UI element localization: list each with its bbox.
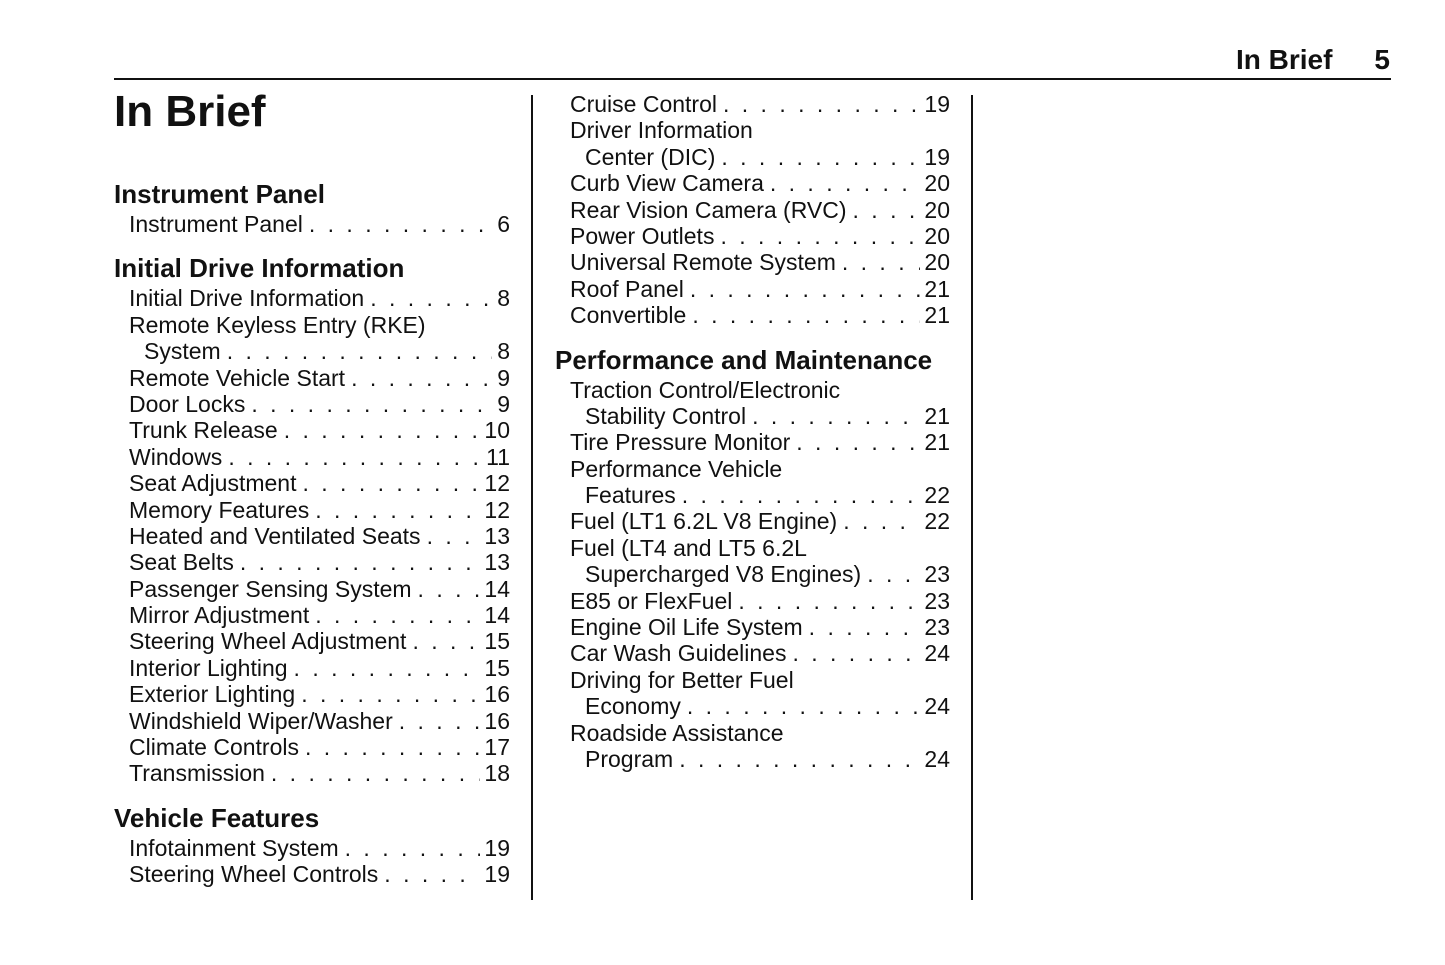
toc-entry[interactable] [555, 429, 950, 455]
toc-entry[interactable] [555, 456, 950, 509]
dot-leader [240, 549, 481, 575]
dot-leader [679, 746, 920, 772]
toc-entry-page: 14 [484, 575, 510, 602]
dot-leader [271, 760, 481, 786]
dot-leader [399, 708, 481, 734]
dot-leader [853, 197, 921, 223]
column-divider-right [971, 95, 973, 900]
toc-entry-page: 9 [497, 364, 510, 391]
toc-entry-label: Fuel (LT1 6.2L V8 Engine) [570, 508, 838, 535]
toc-entry-label: Mirror Adjustment [129, 602, 310, 629]
toc-entry[interactable] [555, 117, 950, 170]
toc-sections [555, 91, 950, 772]
running-title: In Brief [1235, 44, 1333, 75]
toc-entry-page: 20 [924, 222, 950, 249]
toc-entry[interactable] [114, 655, 510, 681]
dot-leader [796, 429, 920, 455]
toc-section [114, 179, 510, 237]
toc-entry-label: Roof Panel [570, 275, 684, 302]
toc-entry[interactable] [114, 211, 510, 237]
dot-leader [792, 640, 920, 666]
toc-entry[interactable] [555, 302, 950, 328]
toc-entry-label-first: Roadside Assistance [570, 719, 784, 746]
toc-section [555, 91, 950, 329]
dot-leader [687, 693, 921, 719]
toc-entry[interactable] [555, 667, 950, 720]
toc-entry-page: 15 [484, 628, 510, 655]
page-number: 5 [1374, 44, 1390, 75]
toc-entry-page: 20 [924, 249, 950, 276]
toc-column-1 [114, 86, 510, 904]
section-title: Initial Drive Information [114, 253, 405, 284]
toc-entry-page: 12 [484, 496, 510, 523]
dot-leader [690, 276, 921, 302]
dot-leader [809, 614, 921, 640]
running-header [1236, 44, 1390, 76]
header-rule [114, 78, 1391, 80]
dot-leader [738, 588, 920, 614]
toc-entry-label: Instrument Panel [129, 211, 303, 237]
dot-leader [418, 576, 481, 602]
toc-entry-page: 18 [484, 760, 510, 787]
section-title: Vehicle Features [114, 802, 320, 833]
toc-entry[interactable] [555, 197, 950, 223]
toc-entry-label-first: Driver Information [570, 117, 753, 144]
toc-entry-page: 21 [924, 302, 950, 329]
dot-leader [370, 285, 492, 311]
toc-entry-label: Cruise Control [570, 91, 717, 117]
toc-entry-label: Passenger Sensing System [129, 575, 412, 602]
toc-entry[interactable] [114, 602, 510, 628]
toc-entry[interactable] [114, 417, 510, 443]
toc-entry-label: Heated and Ventilated Seats [129, 522, 421, 549]
dot-leader [228, 444, 482, 470]
toc-section [114, 253, 510, 786]
toc-entry-label: Climate Controls [129, 734, 299, 761]
toc-entry-label: Windshield Wiper/Washer [129, 707, 393, 734]
toc-entry[interactable] [555, 640, 950, 666]
toc-entry-page: 19 [924, 143, 950, 170]
dot-leader [309, 211, 492, 237]
toc-entry[interactable] [114, 285, 510, 311]
toc-entry[interactable] [114, 365, 510, 391]
section-title: Performance and Maintenance [555, 344, 933, 375]
toc-entry-label-first: Remote Keyless Entry (RKE) [129, 311, 426, 338]
toc-entry-page: 13 [484, 549, 510, 576]
toc-entry-label: Trunk Release [129, 417, 278, 444]
toc-entry-page: 11 [486, 443, 510, 470]
toc-entry-page: 16 [484, 681, 510, 708]
dot-leader [227, 338, 492, 364]
toc-entry-label: Stability Control [585, 402, 747, 429]
dot-leader [315, 497, 480, 523]
toc-entry-page: 9 [497, 390, 510, 417]
dot-leader [721, 144, 920, 170]
toc-entry[interactable] [114, 497, 510, 523]
toc-entry-label: Center (DIC) [585, 143, 716, 170]
toc-entry[interactable] [555, 535, 950, 588]
toc-entry-page: 21 [924, 275, 950, 302]
toc-entry[interactable] [114, 312, 510, 365]
toc-entry-page: 8 [497, 285, 510, 312]
toc-entry-page: 16 [484, 707, 510, 734]
dot-leader [412, 628, 480, 654]
toc-entry-page: 22 [924, 508, 950, 535]
dot-leader [427, 523, 481, 549]
toc-entry-label: Economy [585, 693, 681, 720]
dot-leader [284, 417, 481, 443]
toc-entry[interactable] [114, 549, 510, 575]
toc-entry-label-first: Performance Vehicle [570, 455, 783, 482]
dot-leader [251, 391, 492, 417]
toc-entry-label: Door Locks [129, 390, 246, 417]
toc-entry-page: 6 [497, 211, 510, 237]
dot-leader [351, 365, 492, 391]
toc-entry-label: Transmission [129, 760, 265, 787]
dot-leader [867, 561, 920, 587]
toc-entry-page: 17 [484, 734, 510, 761]
dot-leader [770, 170, 921, 196]
toc-entry-label: Power Outlets [570, 222, 715, 249]
toc-column-2 [555, 91, 950, 788]
toc-entry[interactable] [555, 249, 950, 275]
toc-entry-page: 20 [924, 170, 950, 197]
toc-entry-label: Remote Vehicle Start [129, 364, 346, 391]
toc-entry[interactable] [114, 628, 510, 654]
toc-entry-label-first: Driving for Better Fuel [570, 666, 794, 693]
toc-entry[interactable] [555, 377, 950, 430]
dot-leader [752, 403, 920, 429]
toc-entry-label: Infotainment System [129, 834, 339, 861]
toc-entry[interactable] [114, 391, 510, 417]
toc-entry-page: 23 [924, 561, 950, 588]
dot-leader [315, 602, 480, 628]
toc-sections [114, 179, 510, 888]
dot-leader [303, 470, 481, 496]
toc-entry-label: System [144, 338, 221, 365]
dot-leader [843, 508, 920, 534]
dot-leader [720, 223, 920, 249]
toc-entry-page: 19 [924, 91, 950, 117]
toc-entry-label: Interior Lighting [129, 654, 288, 681]
toc-entry-label: Supercharged V8 Engines) [585, 561, 862, 588]
toc-entry-page: 8 [497, 338, 510, 365]
toc-entry-label: Initial Drive Information [129, 285, 365, 312]
toc-entry[interactable] [114, 523, 510, 549]
toc-entry-label: Windows [129, 443, 223, 470]
toc-entry[interactable] [555, 223, 950, 249]
chapter-title: In Brief [114, 87, 266, 136]
section-title: Instrument Panel [114, 179, 325, 209]
toc-entry-label: Car Wash Guidelines [570, 640, 787, 667]
toc-entry-label: Seat Belts [129, 549, 234, 576]
toc-entry[interactable] [114, 444, 510, 470]
dot-leader [692, 302, 920, 328]
dot-leader [305, 734, 480, 760]
dot-leader [294, 655, 481, 681]
toc-entry-label: Steering Wheel Adjustment [129, 628, 407, 655]
toc-entry[interactable] [555, 614, 950, 640]
toc-entry-label: Steering Wheel Controls [129, 861, 379, 888]
dot-leader [723, 91, 920, 117]
toc-entry-page: 24 [924, 640, 950, 667]
toc-entry-page: 14 [484, 602, 510, 629]
toc-entry[interactable] [114, 681, 510, 707]
toc-section [555, 345, 950, 773]
toc-entry[interactable] [555, 91, 950, 117]
toc-entry-label: E85 or FlexFuel [570, 587, 733, 614]
toc-entry-page: 15 [484, 654, 510, 681]
toc-entry[interactable] [114, 734, 510, 760]
dot-leader [384, 861, 480, 887]
toc-entry-page: 10 [484, 417, 510, 444]
toc-entry[interactable] [114, 760, 510, 786]
toc-entry-label: Seat Adjustment [129, 470, 297, 497]
toc-entry-label: Rear Vision Camera (RVC) [570, 196, 847, 223]
toc-entry-label: Universal Remote System [570, 249, 836, 276]
toc-entry-page: 23 [924, 614, 950, 641]
toc-entry-page: 13 [484, 522, 510, 549]
toc-entry[interactable] [555, 170, 950, 196]
toc-entry-label: Program [585, 745, 674, 772]
toc-entry-label: Convertible [570, 302, 687, 329]
toc-entry[interactable] [555, 588, 950, 614]
toc-entry-label: Exterior Lighting [129, 681, 296, 708]
toc-entry[interactable] [114, 835, 510, 861]
toc-entry-label: Curb View Camera [570, 170, 764, 197]
toc-entry-label: Memory Features [129, 496, 310, 523]
toc-entry-page: 23 [924, 587, 950, 614]
dot-leader [301, 681, 480, 707]
toc-entry-page: 12 [484, 470, 510, 497]
toc-entry-label-first: Fuel (LT4 and LT5 6.2L [570, 534, 807, 561]
toc-entry[interactable] [114, 576, 510, 602]
toc-section [114, 803, 510, 888]
toc-entry-page: 20 [924, 196, 950, 223]
toc-entry-page: 24 [924, 693, 950, 720]
toc-entry[interactable] [114, 861, 510, 887]
toc-entry-label: Tire Pressure Monitor [570, 429, 791, 456]
toc-entry-page: 21 [924, 429, 950, 456]
toc-entry[interactable] [555, 720, 950, 773]
dot-leader [345, 835, 481, 861]
toc-entry[interactable] [114, 470, 510, 496]
dot-leader [842, 249, 921, 275]
toc-entry[interactable] [555, 276, 950, 302]
toc-entry-label: Features [585, 482, 676, 509]
toc-entry-label: Engine Oil Life System [570, 614, 803, 641]
toc-entry-page: 22 [924, 482, 950, 509]
toc-entry-page: 21 [924, 402, 950, 429]
toc-entry-label-first: Traction Control/Electronic [570, 376, 841, 403]
toc-entry-page: 19 [484, 834, 510, 861]
toc-entry[interactable] [114, 708, 510, 734]
column-divider-left [531, 95, 533, 900]
toc-entry-page: 19 [484, 861, 510, 888]
dot-leader [682, 482, 921, 508]
toc-entry[interactable] [555, 508, 950, 534]
toc-entry-page: 24 [924, 745, 950, 772]
